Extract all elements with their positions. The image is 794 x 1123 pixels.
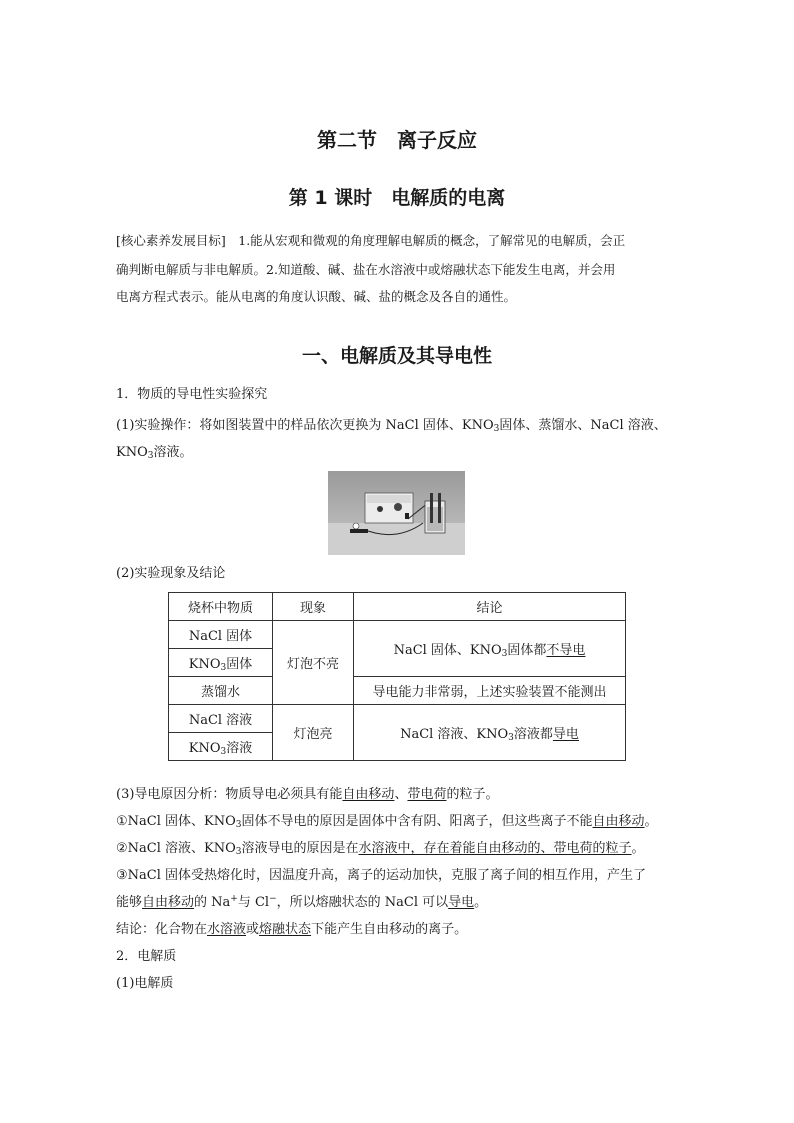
item-2-1-heading: (1)电解质 xyxy=(116,976,174,991)
table-cell: NaCl 固体、$KNO_3$固体都不导电 xyxy=(354,621,626,677)
section-heading-1: 一、电解质及其导电性 xyxy=(301,345,492,367)
table-row xyxy=(169,621,626,649)
table-cell: 灯泡亮 xyxy=(273,705,354,761)
table-cell: $KNO_3$溶液 xyxy=(169,733,273,761)
table-cell: 灯泡不亮 xyxy=(273,621,354,705)
table-cell: NaCl 固体 xyxy=(169,621,273,649)
item-1-heading: 1．物质的导电性实验探究 xyxy=(116,387,268,402)
goals-line-3: 电离方程式表示。能从电离的角度认识酸、碱、盐的概念及各自的通性。 xyxy=(116,289,517,304)
conclusion-line: 结论：化合物在水溶液或熔融状态下能产生自由移动的离子。 xyxy=(116,922,468,937)
experiment-operation-line-1: (1)实验操作：将如图装置中的样品依次更换为 NaCl 固体、$KNO_3$固体、蒸馏水、NaCl 溶液、 xyxy=(116,418,667,434)
table-header: 烧杯中物质 xyxy=(169,593,273,621)
phenomena-heading: (2)实验现象及结论 xyxy=(116,566,226,581)
table-header: 结论 xyxy=(354,593,626,621)
analysis-line-5: 能够自由移动的 Na+与 Cl−，所以熔融状态的 NaCl 可以导电。 xyxy=(116,894,488,910)
analysis-line-2: ①NaCl 固体、$KNO_3$固体不导电的原因是固体中含有阴、阳离子，但这些离子不能自由移动。 xyxy=(116,814,658,830)
lesson-title: 第 1 课时 电解质的电离 xyxy=(288,187,506,209)
analysis-line-4: ③NaCl 固体受热熔化时，因温度升高，离子的运动加快，克服了离子间的相互作用，产生了 xyxy=(116,868,647,883)
table-cell: NaCl 溶液、$KNO_3$溶液都导电 xyxy=(354,705,626,761)
table-cell: 蒸馏水 xyxy=(169,677,273,705)
analysis-line-3: ②NaCl 溶液、$KNO_3$溶液导电的原因是在水溶液中，存在着能自由移动的、带电荷的粒子。 xyxy=(116,841,645,857)
table-row xyxy=(169,705,626,733)
table-cell: NaCl 溶液 xyxy=(169,705,273,733)
experiment-operation-line-2: $KNO_3$溶液。 xyxy=(116,445,193,461)
experiment-table xyxy=(168,592,626,761)
table-header-row xyxy=(169,593,626,621)
table-cell: $KNO_3$固体 xyxy=(169,649,273,677)
goals-line-1: [核心素养发展目标] 1.能从宏观和微观的角度理解电解质的概念，了解常见的电解质，会正 xyxy=(116,233,626,248)
item-2-heading: 2．电解质 xyxy=(116,949,177,964)
section-title: 第二节 离子反应 xyxy=(317,128,477,152)
apparatus-photo xyxy=(328,471,465,555)
table-header: 现象 xyxy=(273,593,354,621)
analysis-line-1: (3)导电原因分析：物质导电必须具有能自由移动、带电荷的粒子。 xyxy=(116,787,499,802)
table-row xyxy=(169,677,626,705)
goals-line-2: 确判断电解质与非电解质。2.知道酸、碱、盐在水溶液中或熔融状态下能发生电离，并会用 xyxy=(116,262,616,277)
table-cell: 导电能力非常弱，上述实验装置不能测出 xyxy=(354,677,626,705)
